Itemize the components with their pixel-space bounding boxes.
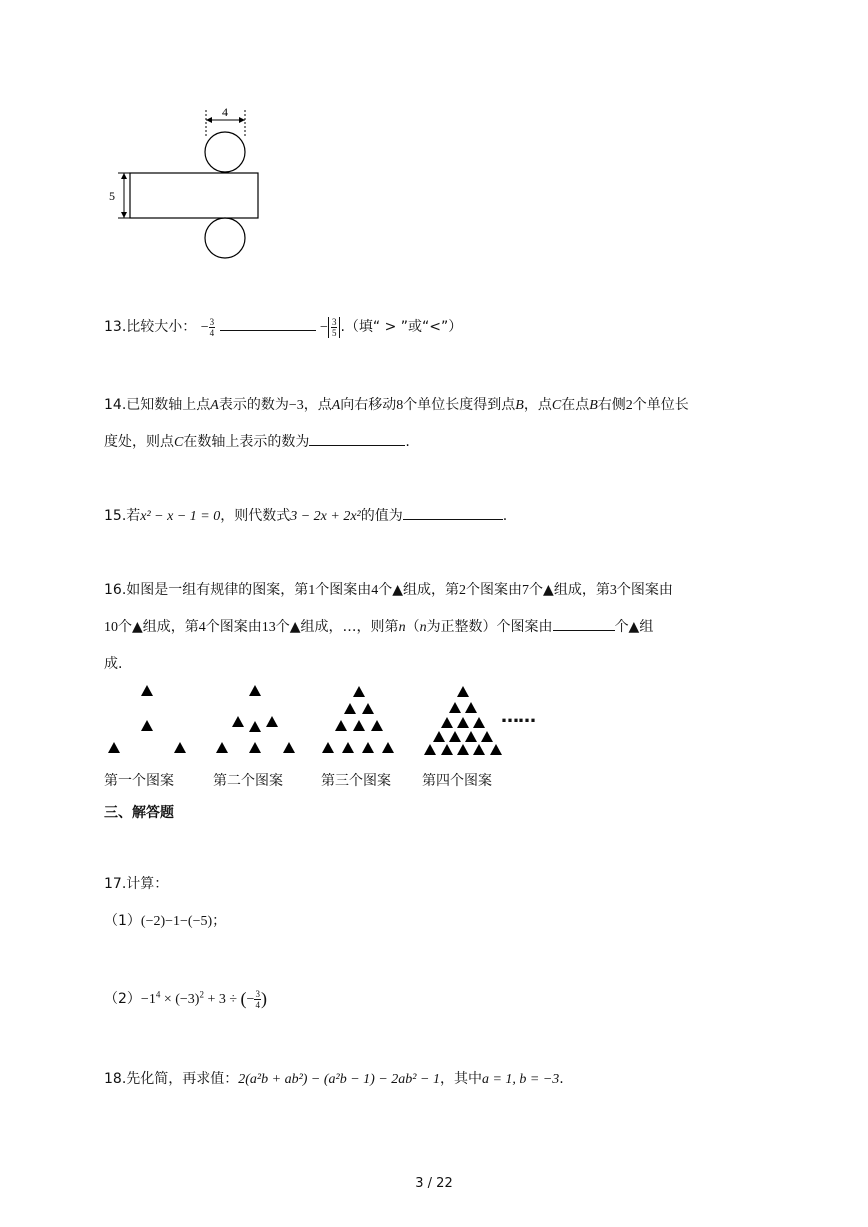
triangle-icon — [249, 742, 261, 753]
triangle-icon — [441, 717, 453, 728]
question-17-part-1: （1）(−2)−1−(−5)； — [104, 913, 227, 929]
triangle-icon — [465, 702, 477, 713]
pattern-label-3: 第三个图案 — [321, 773, 391, 789]
triangle-icon — [108, 742, 120, 753]
triangle-icon — [249, 685, 261, 696]
question-14: 14.已知数轴上点A表示的数为−3，点A向右移动8个单位长度得到点B，点C在点B右侧2个单位长 度处，则点C在数轴上表示的数为 . — [104, 397, 689, 450]
triangle-icon — [457, 686, 469, 697]
answer-blank[interactable] — [220, 316, 316, 331]
answer-blank[interactable] — [553, 616, 615, 631]
pattern-label-1: 第一个图案 — [104, 773, 174, 789]
triangle-icon — [322, 742, 334, 753]
triangle-icon — [424, 744, 436, 755]
triangle-icon — [344, 703, 356, 714]
page-number: 3 / 22 — [415, 1176, 453, 1191]
section-heading: 三、解答题 — [104, 805, 174, 821]
fraction: $\frac{3}{4}$ — [209, 316, 215, 338]
triangle-icon — [382, 742, 394, 753]
question-15: 15.若x² − x − 1 = 0，则代数式3 − 2x + 2x²的值为 . — [104, 505, 507, 525]
triangle-icon — [473, 717, 485, 728]
triangle-icon — [342, 742, 354, 753]
triangle-icon — [249, 721, 261, 732]
triangle-icon — [283, 742, 295, 753]
triangle-icon — [353, 720, 365, 731]
triangle-icon — [433, 731, 445, 742]
triangle-icon — [465, 731, 477, 742]
question-13: 13.比较大小： − $\frac{3}{4}$ − $\frac{3}{5}$ .（填“ > ”或“<”） — [104, 316, 463, 338]
dim-width-label: 4 — [222, 105, 228, 119]
triangle-icon — [457, 744, 469, 755]
triangle-icon — [473, 744, 485, 755]
triangle-icon — [449, 702, 461, 713]
triangle-icon — [441, 744, 453, 755]
triangle-icon — [174, 742, 186, 753]
answer-blank[interactable] — [309, 431, 405, 446]
question-18: 18.先化简，再求值：2(a²b + ab²) − (a²b − 1) − 2ab² − 1，其中a = 1, b = −3. — [104, 1071, 564, 1087]
triangle-icon — [362, 703, 374, 714]
triangle-icon — [362, 742, 374, 753]
cylinder-net-figure — [100, 100, 280, 270]
triangle-icon — [481, 731, 493, 742]
answer-blank[interactable] — [403, 505, 503, 520]
triangle-icon — [335, 720, 347, 731]
triangle-icon — [353, 686, 365, 697]
triangle-icon — [266, 716, 278, 727]
absolute-value: $\frac{3}{5}$ — [328, 317, 341, 338]
triangle-icon — [449, 731, 461, 742]
question-17-title: 17.计算： — [104, 876, 169, 892]
triangle-icon — [141, 685, 153, 696]
pattern-label-2: 第二个图案 — [213, 773, 283, 789]
question-17-part-2: $(2)-1^4 \times (-3)^2 + 3$ ÷ (− $\frac{3}{4}$ ) — [104, 988, 267, 1010]
triangle-icon — [490, 744, 502, 755]
question-16: 16.如图是一组有规律的图案，第1个图案由4个▲组成，第2个图案由7个▲组成，第3个图案由 10个▲组成，第4个图案由13个▲组成，…，则第n（n为正整数）个图案由 个▲组 成. — [104, 582, 673, 672]
triangle-icon — [232, 716, 244, 727]
triangle-icon — [141, 720, 153, 731]
dim-height-label: 5 — [109, 189, 115, 203]
triangle-icon — [371, 720, 383, 731]
pattern-ellipsis: …… — [501, 706, 535, 727]
triangle-icon — [216, 742, 228, 753]
pattern-label-4: 第四个图案 — [422, 773, 492, 789]
triangle-icon — [457, 717, 469, 728]
